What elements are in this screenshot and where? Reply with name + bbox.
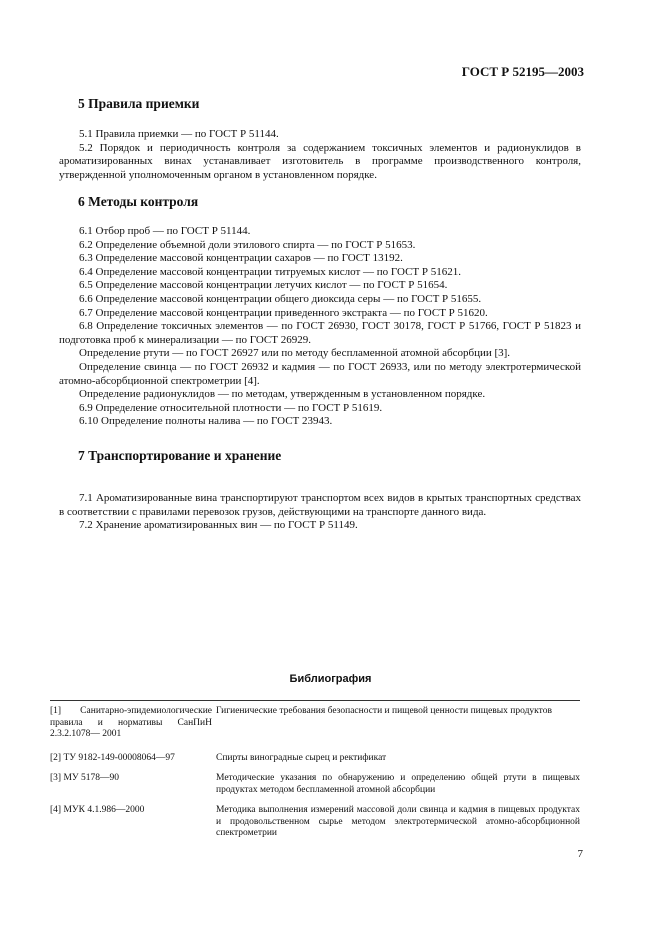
paragraph-5-1: 5.1 Правила приемки — по ГОСТ Р 51144. xyxy=(79,128,279,140)
bibliography-entry xyxy=(50,706,580,741)
bibliography-desc: Спирты виноградные сырец и ректификат xyxy=(216,752,387,763)
bibliography-entry xyxy=(50,753,580,765)
paragraph-6-3: 6.3 Определение массовой концентрации сахаров — по ГОСТ 13192. xyxy=(79,252,403,265)
document-code: ГОСТ Р 52195—2003 xyxy=(461,64,584,79)
bibliography-ref: [4] МУК 4.1.986—2000 xyxy=(50,805,145,815)
paragraph-6-8: 6.8 Определение токсичных элементов — по ГОСТ 26930, ГОСТ 30178, ГОСТ Р 51766, ГОСТ Р 51823 и подготовка проб к минерализации — по ГОСТ 26929. xyxy=(59,320,581,346)
section-7-title: 7 Транспортирование и хранение xyxy=(78,448,282,463)
paragraph-5-2: 5.2 Порядок и периодичность контроля за содержанием токсичных элементов и радионуклидов в ароматизированных винах устанавливает изготовитель в программе производственного контроля, утвержденной уполномоченным органом в установленном порядке. xyxy=(59,141,581,181)
bibliography-title: Библиография xyxy=(289,673,372,685)
paragraph-6-6: 6.6 Определение массовой концентрации общего диоксида серы — по ГОСТ Р 51655. xyxy=(79,292,482,305)
paragraph-7-1: 7.1 Ароматизированные вина транспортируют транспортом всех видов в крытых транспортных средствах в соответствии с правилами перевозок грузов, действующими на транспорте данного вида. xyxy=(59,492,581,518)
paragraph-6-8-lead-cadmium: Определение свинца — по ГОСТ 26932 и кадмия — по ГОСТ 26933, или по методу электротермической атомно-абсорбционной спектрометрии [4]. xyxy=(59,360,581,387)
paragraph-6-8-mercury: Определение ртути — по ГОСТ 26927 или по методу беспламенной атомной абсорбции [3]. xyxy=(79,347,511,360)
section-6 xyxy=(59,194,581,429)
page-number: 7 xyxy=(577,848,583,860)
paragraph-6-4: 6.4 Определение массовой концентрации титруемых кислот — по ГОСТ Р 51621. xyxy=(79,265,461,278)
paragraph-6-1: 6.1 Отбор проб — по ГОСТ Р 51144. xyxy=(79,225,251,237)
section-6-title: 6 Методы контроля xyxy=(78,194,199,209)
bibliography-entry xyxy=(50,805,580,840)
paragraph-6-10: 6.10 Определение полноты налива — по ГОСТ 23943. xyxy=(79,415,333,428)
paragraph-7-2: 7.2 Хранение ароматизированных вин — по ГОСТ Р 51149. xyxy=(79,519,358,532)
bibliography-ref: [2] ТУ 9182-149-00008064—97 xyxy=(50,752,175,763)
section-7 xyxy=(59,448,581,533)
bibliography-desc: Гигиенические требования безопасности и пищевой ценности пищевых продуктов xyxy=(216,706,552,716)
paragraph-6-2: 6.2 Определение объемной доли этилового спирта — по ГОСТ Р 51653. xyxy=(79,238,416,251)
bibliography-list xyxy=(50,700,580,840)
bibliography-ref: [1] Санитарно-эпидемиологические правила и нормативы СанПиН 2.3.2.1078— 2001 xyxy=(50,706,212,739)
paragraph-6-9: 6.9 Определение относительной плотности — по ГОСТ Р 51619. xyxy=(79,401,383,414)
paragraph-6-7: 6.7 Определение массовой концентрации приведенного экстракта — по ГОСТ Р 51620. xyxy=(79,306,488,319)
paragraph-6-5: 6.5 Определение массовой концентрации летучих кислот — по ГОСТ Р 51654. xyxy=(79,279,448,292)
section-5-title: 5 Правила приемки xyxy=(78,96,200,111)
bibliography-desc: Методические указания по обнаружению и определению общей ртути в пищевых продуктах методом беспламенной атомной абсорбции xyxy=(216,773,580,795)
bibliography-desc: Методика выполнения измерений массовой доли свинца и кадмия в пищевых продуктах и продовольственном сырье методом электротермической атомно-абсорбционной спектрометрии xyxy=(216,805,580,838)
bibliography-ref: [3] МУ 5178—90 xyxy=(50,773,120,783)
bibliography-entry xyxy=(50,773,580,796)
section-5 xyxy=(59,96,581,182)
paragraph-6-8-radionuclides: Определение радионуклидов — по методам, утвержденным в установленном порядке. xyxy=(79,388,486,401)
